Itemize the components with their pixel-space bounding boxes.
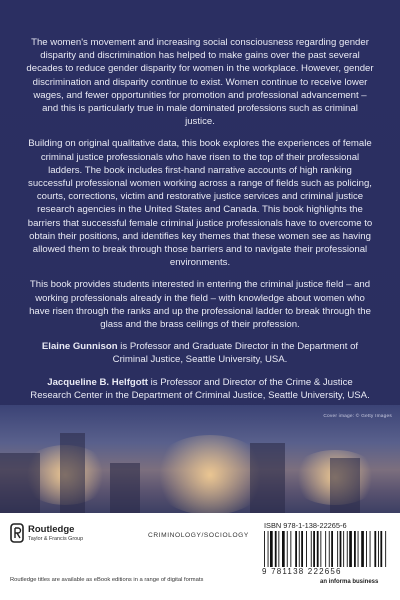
isbn-label: ISBN 978-1-138-22265-6 — [264, 521, 347, 530]
blurb-paragraph-1: The women's movement and increasing social consciousness regarding gender disparity and discrimination has helped to make gains over the past several decades to reduce gender disparity for women in the workplace. However, gender discrimination and disparity continue to exist. Women continue to receive lower wages, and fewer opportunities for promotion and professional advancement – and this is particularly true in male dominated professions such as criminal justice. — [26, 37, 374, 128]
author-name-2: Jacqueline B. Helfgott — [47, 376, 148, 388]
blurb — [26, 36, 374, 411]
ebook-note: Routledge titles are available as eBook editions in a range of digital formats — [10, 577, 204, 583]
author-bio-1 — [26, 340, 374, 366]
blurb-paragraph-2: Building on original qualitative data, this book explores the experiences of female criminal justice professionals who have risen to the top of their professional ladders. The book includes first-hand narrative accounts of high ranking successful professional women working across a range of fields such as policing, courts, corrections, victim and restorative justice services and criminal justice research agencies in the United States and Canada. This book highlights the barriers that successful female criminal justice professionals have to overcome to obtain their positions, and identifies key themes that these women see as having allowed them to break through those barriers and to navigate their professional environments. — [27, 138, 373, 269]
barcode-icon — [262, 531, 388, 567]
informa-tagline: an informa business — [320, 579, 379, 585]
publisher-group: Taylor & Francis Group — [28, 536, 84, 542]
publisher-name: Routledge — [28, 524, 75, 535]
routledge-logo-icon — [10, 523, 24, 543]
author-bio-2 — [26, 376, 374, 402]
author-bio-text-1: is Professor and Graduate Director in the Department of Criminal Justice, Seattle University, USA. — [112, 341, 359, 366]
subject-category: CRIMINOLOGY/SOCIOLOGY — [148, 532, 249, 539]
publisher-bar — [0, 513, 400, 600]
cover-photo — [0, 405, 400, 513]
cover-image-credit: Cover image: © Getty Images — [323, 414, 392, 419]
author-bio-text-2: is Professor and Director of the Crime & Justice Research Center in the Department of Criminal Justice, Seattle University, USA. — [30, 376, 370, 401]
blurb-paragraph-3: This book provides students interested in entering the criminal justice field – and working professionals already in the field – with knowledge about women who have risen through the ranks and up the professional ladder to break through the glass and the brass ceilings of their profession. — [29, 279, 371, 331]
author-name-1: Elaine Gunnison — [41, 341, 118, 353]
barcode-number: 9 781138 222656 — [262, 567, 342, 576]
